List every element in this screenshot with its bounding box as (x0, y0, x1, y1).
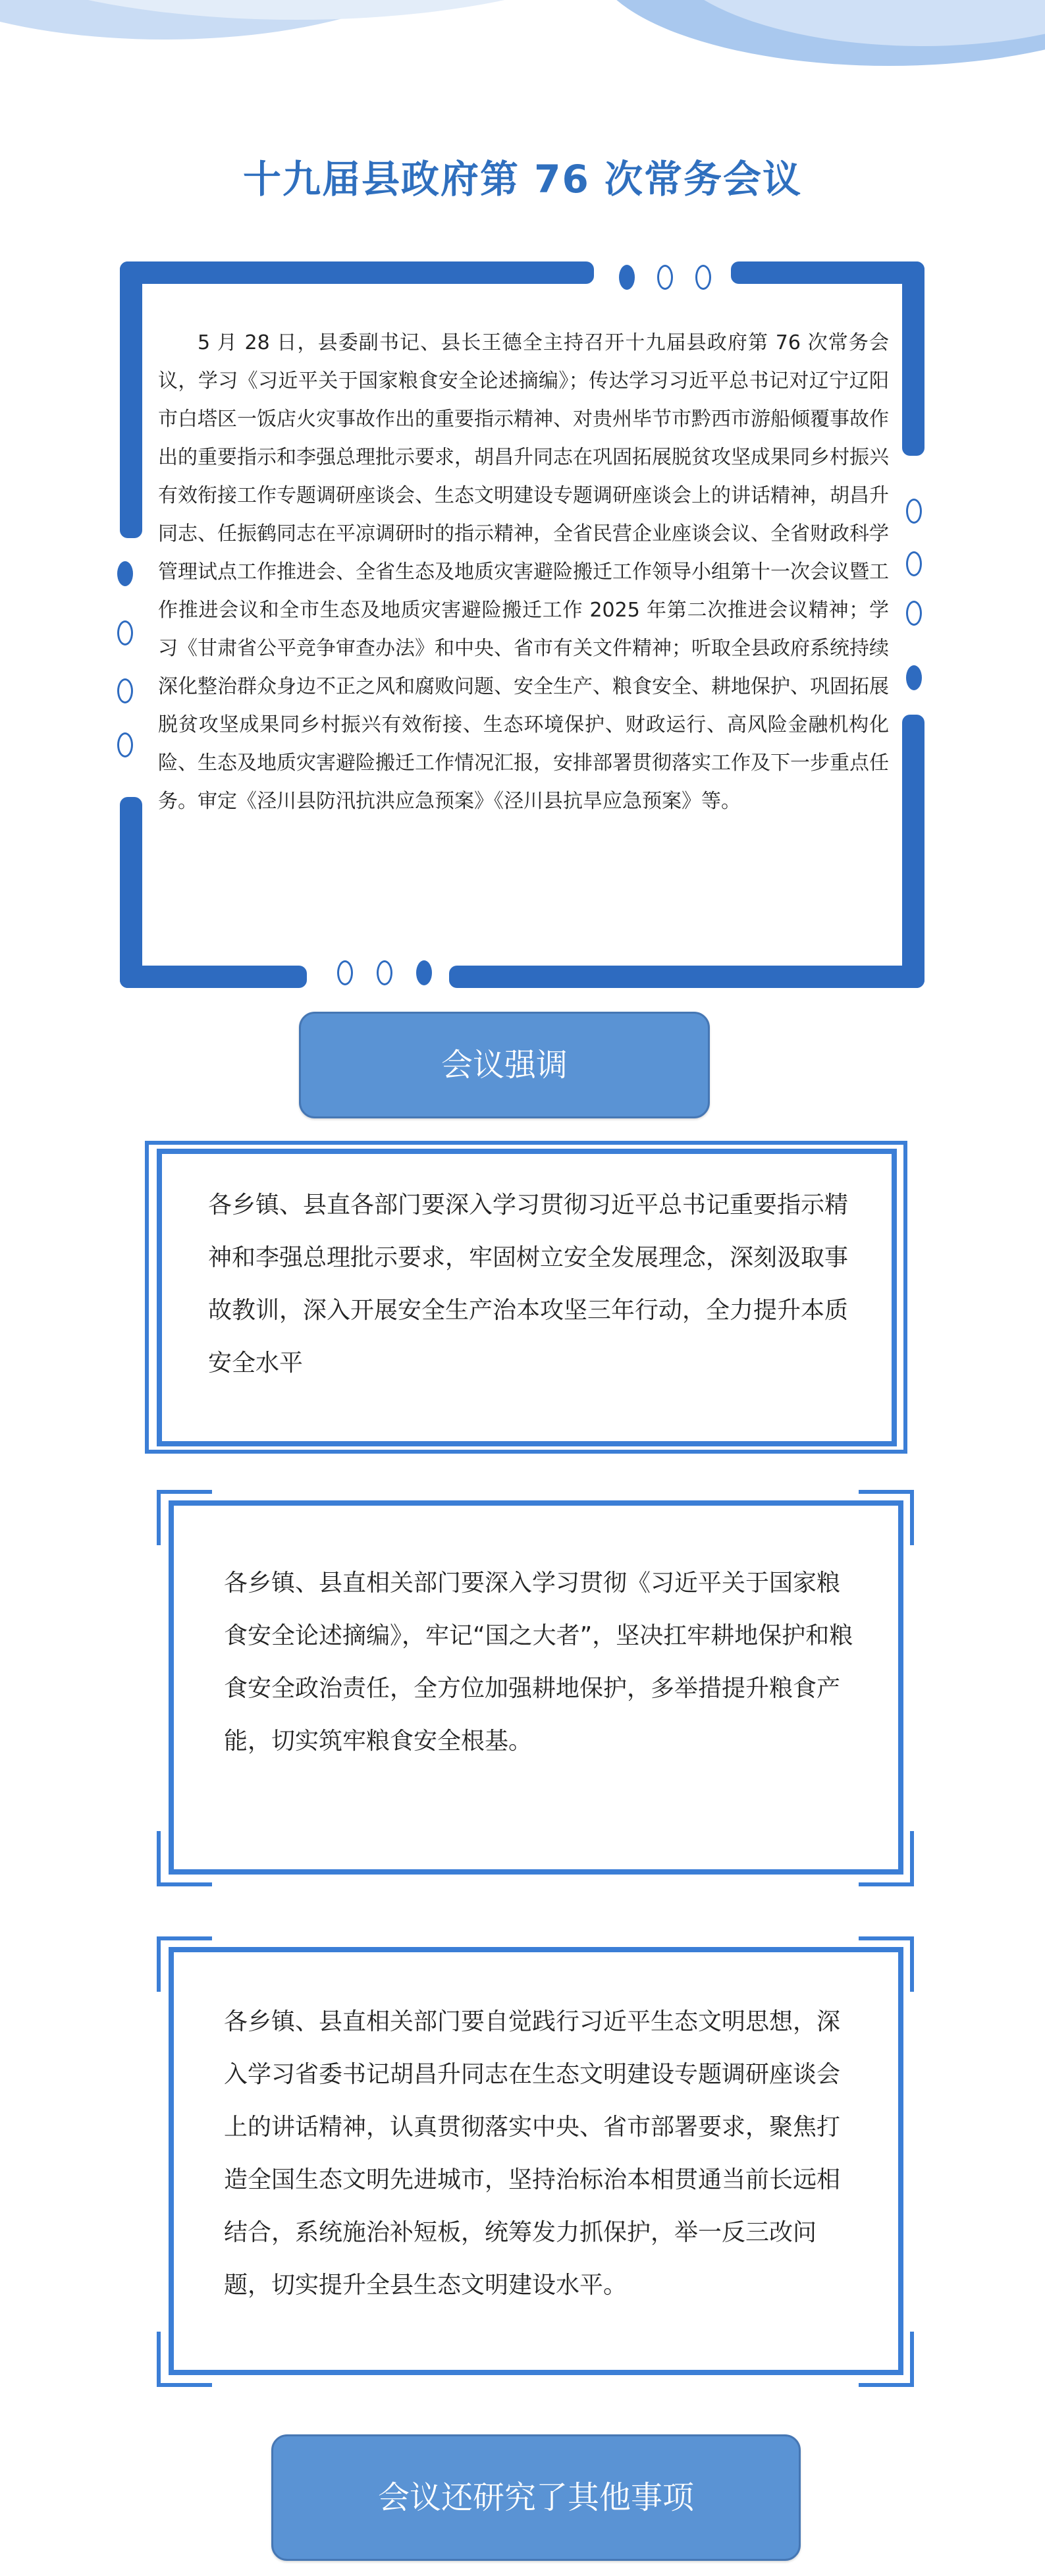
dot-decoration (657, 265, 673, 290)
dot-decoration (117, 620, 133, 645)
dot-decoration (906, 601, 922, 626)
emphasis-point-1: 各乡镇、县直各部门要深入学习贯彻习近平总书记重要指示精神和李强总理批示要求，牢固树立安全发展理念，深刻汲取事故教训，深入开展安全生产治本攻坚三年行动，全力提升本质安全水平 (208, 1192, 849, 1377)
dot-decoration (377, 960, 392, 985)
dot-decoration (695, 265, 711, 290)
dot-decoration (117, 678, 133, 703)
frame-bar-left-top (120, 261, 142, 538)
section-heading-meeting-emphasis: 会议强调 (299, 1012, 710, 1118)
box-line (157, 1490, 161, 1545)
box-line (157, 1831, 161, 1886)
box-line (859, 2383, 914, 2387)
box-line (910, 1936, 914, 1992)
frame-bar-top-left (120, 261, 594, 284)
dot-decoration (416, 960, 432, 985)
dot-decoration (337, 960, 353, 985)
emphasis-point-2: 各乡镇、县直相关部门要深入学习贯彻《习近平关于国家粮食安全论述摘编》，牢记“国之大者”，坚决扛牢耕地保护和粮食安全政治责任，全方位加强耕地保护，多举措提升粮食产能，切实筑牢粮食安全根基。 (224, 1570, 853, 1755)
dot-decoration (117, 732, 133, 757)
box-line (157, 1882, 212, 1886)
intro-paragraph: 5 月 28 日，县委副书记、县长王德全主持召开十九届县政府第 76 次常务会议，学习《习近平关于国家粮食安全论述摘编》；传达学习习近平总书记对辽宁辽阳市白塔区一饭店火灾事故作出的重要指示精神、对贵州毕节市黔西市游船倾覆事故作出的重要指示和李强总理批示要求，胡昌升同志在巩固拓展脱贫攻坚成果同乡村振兴有效衔接工作专题调研座谈会、生态文明建设专题调研座谈会上的讲话精神，胡昌升同志、任振鹤同志在平凉调研时的指示精神，全省民营企业座谈会议、全省财政科学管理试点工作推进会、全省生态及地质灾害避险搬迁工作领导小组第十一次会议暨工作推进会议和全市生态及地质灾害避险搬迁工作 2025 年第二次推进会议精神；学习《甘肃省公平竞争审查办法》和中央、省市有关文件精神；听取全县政府系统持续深化整治群众身边不正之风和腐败问题、安全生产、粮食安全、耕地保护、巩固拓展脱贫攻坚成果同乡村振兴有效衔接、生态环境保护、财政运行、高风险金融机构化险、生态及地质灾害避险搬迁工作情况汇报，安排部署贯彻落实工作及下一步重点任务。审定《泾川县防汛抗洪应急预案》《泾川县抗旱应急预案》等。 (158, 331, 889, 813)
dot-decoration (619, 265, 635, 290)
frame-bar-top-right (731, 261, 924, 284)
box-line (157, 2332, 161, 2387)
frame-bar-bottom-right (449, 966, 924, 988)
box-line (903, 1141, 907, 1454)
frame-bar-right-top (902, 261, 924, 456)
box-line (145, 1141, 907, 1145)
page-title: 十九届县政府第 76 次常务会议 (242, 157, 803, 202)
box-line (910, 1490, 914, 1545)
box-line (145, 1141, 149, 1454)
box-line (157, 1490, 212, 1494)
emphasis-point-3: 各乡镇、县直相关部门要自觉践行习近平生态文明思想，深入学习省委书记胡昌升同志在生态文明建设专题调研座谈会上的讲话精神，认真贯彻落实中央、省市部署要求，聚焦打造全国生态文明先进城市，坚持治标治本相贯通当前长远相结合，系统施治补短板，统筹发力抓保护，举一反三改问题，切实提升全县生态文明建设水平。 (224, 2008, 841, 2299)
dot-decoration (906, 551, 922, 576)
box-line (157, 2383, 212, 2387)
box-line (859, 1936, 914, 1940)
box-line (859, 1490, 914, 1494)
frame-bar-bottom-left (120, 966, 307, 988)
dot-decoration (906, 499, 922, 524)
box-line (910, 2332, 914, 2387)
box-line (157, 1936, 212, 1940)
box-line (157, 1936, 161, 1992)
dot-decoration (117, 561, 133, 586)
box-line (859, 1882, 914, 1886)
dot-decoration (906, 665, 922, 690)
box-line (910, 1831, 914, 1886)
frame-bar-right-bottom (902, 715, 924, 988)
section-heading-other-matters: 会议还研究了其他事项 (271, 2434, 801, 2561)
box-line (145, 1450, 907, 1454)
frame-bar-left-bottom (120, 797, 142, 988)
